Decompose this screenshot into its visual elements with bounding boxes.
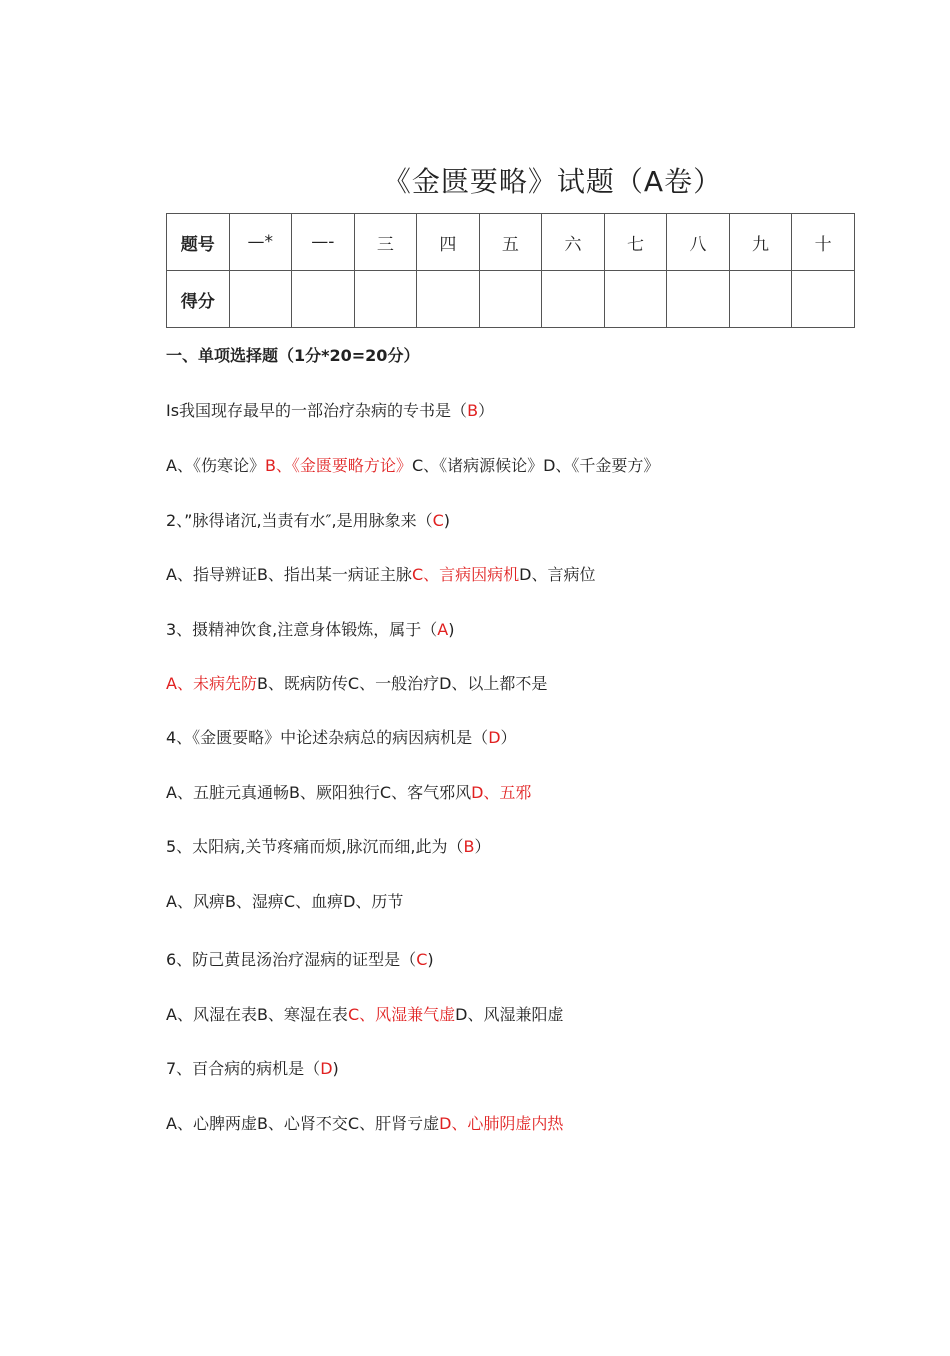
column-header: —* xyxy=(229,214,292,271)
line-text: B、既病防传C、一般治疗D、以上都不是 xyxy=(256,674,548,693)
option-line xyxy=(166,889,403,912)
line-text: ） xyxy=(500,728,517,747)
line-text: ） xyxy=(474,837,491,856)
answer-highlight: B xyxy=(463,837,475,856)
option-line xyxy=(166,671,547,694)
question-line xyxy=(166,725,517,748)
line-text: ) xyxy=(427,950,434,969)
question-line xyxy=(166,617,454,640)
answer-highlight: D、心肺阴虚内热 xyxy=(439,1114,564,1133)
score-cell xyxy=(604,271,667,328)
column-header: 六 xyxy=(542,214,605,271)
line-text: 2、”脉得诸沉,当责有水″,是用脉象来（ xyxy=(166,511,433,530)
column-header: 八 xyxy=(667,214,730,271)
column-header: 四 xyxy=(417,214,480,271)
line-text: A、五脏元真通畅B、厥阳独行C、客气邪风 xyxy=(166,783,472,802)
answer-highlight: A、未病先防 xyxy=(166,674,257,693)
score-row xyxy=(167,271,855,328)
option-line xyxy=(166,780,531,803)
question-line xyxy=(166,947,434,970)
line-text: 3、摄精神饮食,注意身体锻炼，属于（ xyxy=(166,620,438,639)
page-title: 《金匮要略》试题（A卷） xyxy=(382,165,723,198)
line-text: A、风痹B、湿痹C、血痹D、历节 xyxy=(166,892,404,911)
answer-highlight: B xyxy=(467,401,479,420)
answer-highlight: C xyxy=(416,950,428,969)
option-line xyxy=(166,562,595,585)
score-cell xyxy=(479,271,542,328)
score-table xyxy=(166,213,855,328)
question-line xyxy=(166,1056,339,1079)
line-text: ) xyxy=(332,1059,339,1078)
score-cell xyxy=(729,271,792,328)
answer-highlight: A xyxy=(437,620,449,639)
score-cell xyxy=(292,271,355,328)
question-line xyxy=(166,834,490,857)
section-heading: 一、单项选择题（1分*20=20分） xyxy=(166,346,420,365)
question-line xyxy=(166,398,494,421)
option-line xyxy=(166,1111,563,1134)
score-cell xyxy=(792,271,855,328)
answer-highlight: D xyxy=(488,728,501,747)
answer-highlight: C、风湿兼气虚 xyxy=(347,1005,456,1024)
line-text: A、风湿在表B、寒湿在表 xyxy=(166,1005,348,1024)
answer-highlight: C xyxy=(432,511,444,530)
line-text: C、《诸病源候论》D、《千金要方》 xyxy=(411,456,660,475)
row-label-question-number: 题号 xyxy=(167,214,230,271)
line-text: ) xyxy=(443,511,451,530)
line-text: ) xyxy=(448,620,455,639)
line-text: 7、百合病的病机是（ xyxy=(166,1059,321,1078)
column-header: 五 xyxy=(479,214,542,271)
score-cell xyxy=(417,271,480,328)
column-header: 九 xyxy=(729,214,792,271)
answer-highlight: D、五邪 xyxy=(471,783,532,802)
score-cell xyxy=(667,271,730,328)
line-text: D、言病位 xyxy=(519,565,596,584)
line-text: A、指导辨证B、指出某一病证主脉 xyxy=(166,565,412,584)
line-text: A、心脾两虚B、心肾不交C、肝肾亏虚 xyxy=(166,1114,440,1133)
line-text: ） xyxy=(478,401,495,420)
line-text: 5、太阳病,关节疼痛而烦,脉沉而细,此为（ xyxy=(166,837,464,856)
column-header: 七 xyxy=(604,214,667,271)
column-header: 十 xyxy=(792,214,855,271)
answer-highlight: D xyxy=(320,1059,333,1078)
score-cell xyxy=(229,271,292,328)
answer-highlight: C、言病因病机 xyxy=(411,565,520,584)
option-line xyxy=(166,453,659,476)
line-text: D、风湿兼阳虚 xyxy=(455,1005,564,1024)
line-text: 6、防己黄昆汤治疗湿病的证型是（ xyxy=(166,950,417,969)
answer-highlight: B、《金匮要略方论》 xyxy=(264,456,412,475)
score-cell xyxy=(354,271,417,328)
column-header: 三 xyxy=(354,214,417,271)
line-text: Is我国现存最早的一部治疗杂病的专书是（ xyxy=(166,401,468,420)
column-header: —- xyxy=(292,214,355,271)
row-label-score: 得分 xyxy=(167,271,230,328)
line-text: 4、《金匮要略》中论述杂病总的病因病机是（ xyxy=(166,728,489,747)
line-text: A、《伤寒论》 xyxy=(166,456,265,475)
option-line xyxy=(166,1002,563,1025)
question-number-row xyxy=(167,214,855,271)
question-line xyxy=(166,508,450,531)
score-cell xyxy=(542,271,605,328)
